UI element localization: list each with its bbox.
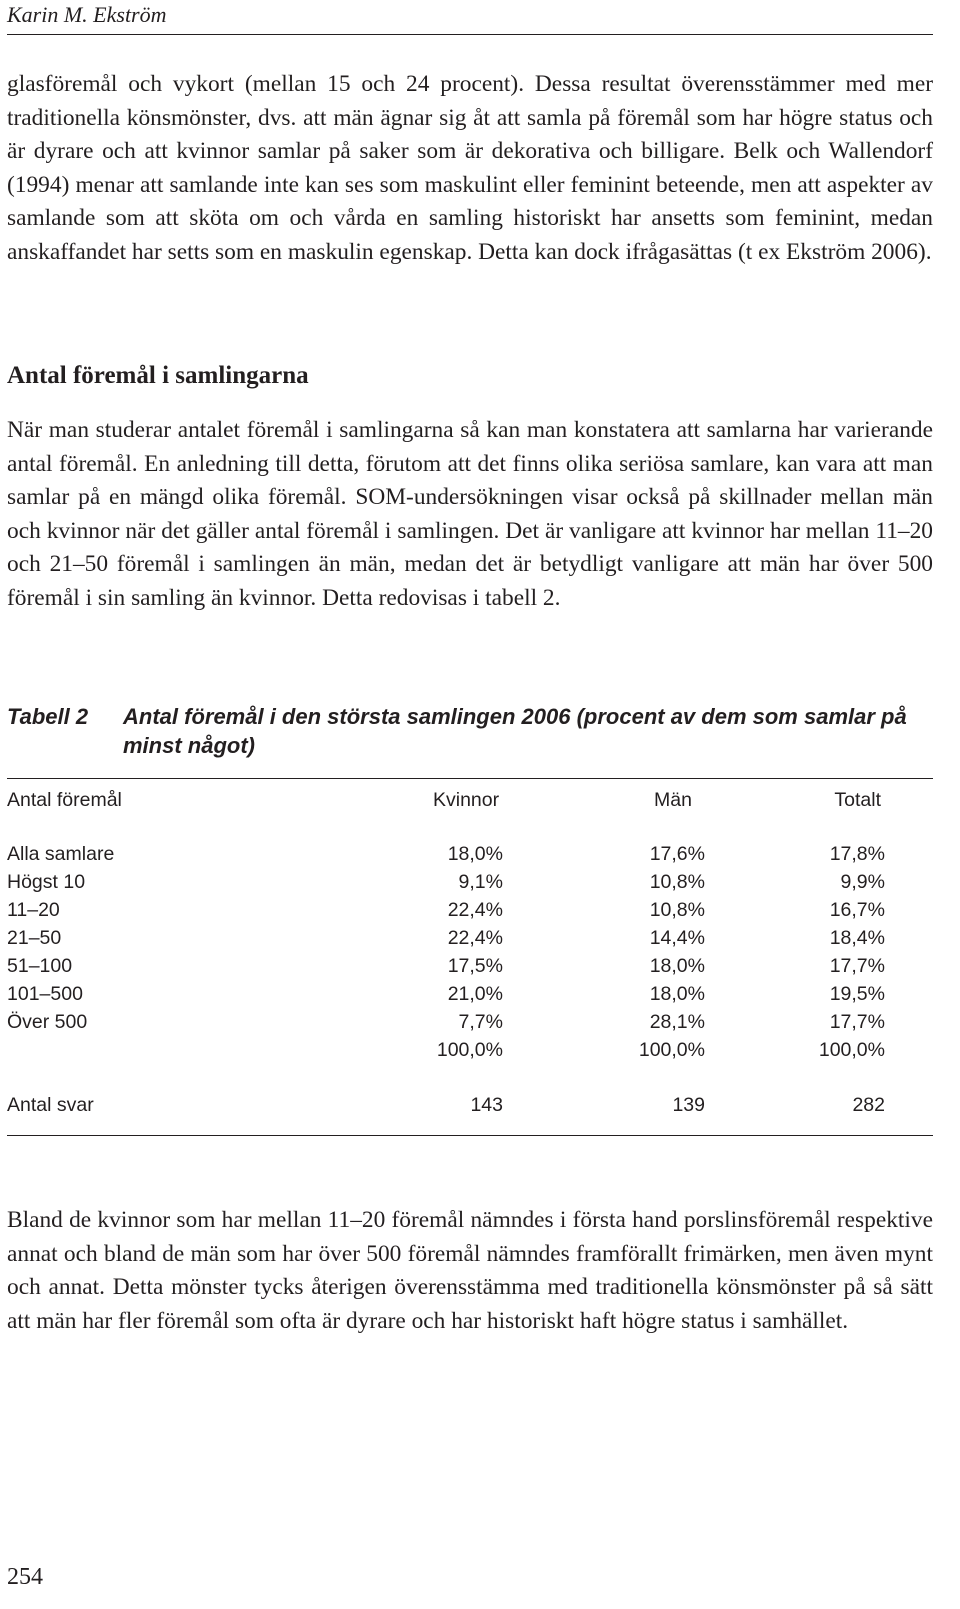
table-answers-row [7,1093,933,1117]
page-number: 254 [7,1564,43,1590]
row-label: 11–20 [7,899,60,921]
header-totalt: Totalt [834,789,881,811]
table-row [7,954,933,978]
cell-kvinnor: 17,5% [447,955,503,977]
running-head [7,0,933,35]
row-label: 101–500 [7,983,83,1005]
row-label: 21–50 [7,927,62,949]
cell-kvinnor: 22,4% [447,927,503,949]
table-total-row [7,1038,933,1062]
paragraph-3: Bland de kvinnor som har mellan 11–20 föremål nämndes i första hand porslinsföremål respektive annat och bland de män som har över 500 föremål nämndes framförallt frimärken, men även mynt och annat. Detta mönster tycks återigen överensstämma med traditionella könsmönster på så sätt att män har fler föremål som ofta är dyrare och har historiskt haft högre status i samhället. [7,1207,933,1334]
paragraph-2: När man studerar antalet föremål i samlingarna så kan man konstatera att samlarna har varierande antal föremål. En anledning till detta, förutom att det finns olika seriösa samlare, kan vara att man samlar på en mängd olika föremål. SOM-undersökningen visar också på skillnader mellan män och kvinnor när det gäller antal föremål i samlingen. Det är vanligare att kvinnor har mellan 11–20 och 21–50 föremål i samlingen än män, medan det är betydligt vanligare att män har över 500 föremål i sin samling än kvinnor. Detta redovisas i tabell 2. [7,417,933,611]
table-row [7,982,933,1006]
table-row [7,1010,933,1034]
table-header-row [7,788,933,812]
table-row [7,870,933,894]
cell-totalt: 9,9% [840,871,885,893]
section-heading: Antal föremål i samlingarna [7,362,309,389]
cell-totalt: 17,7% [829,1011,885,1033]
cell-totalt: 19,5% [829,983,885,1005]
row-label: Alla samlare [7,843,115,865]
cell-man: 18,0% [649,955,705,977]
cell-totalt: 17,7% [829,955,885,977]
paragraph-1: glasföremål och vykort (mellan 15 och 24 procent). Dessa resultat överensstämmer med mer traditionella könsmönster, dvs. att män ägnar sig åt att samla på föremål som har högre status och är dyrare och att kvinnor samlar på saker som är dekorativa och billigare. Belk och Wallendorf (1994) menar att samlande inte kan ses som maskulint eller feminint beteende, men att aspekter av samlande som att sköta om och vårda en samling historiskt har ansetts som feminint, medan anskaffandet har setts som en maskulin egenskap. Detta kan dock ifrågasättas (t ex Ekström 2006). [7,71,933,265]
cell-man: 18,0% [649,983,705,1005]
row-label: 51–100 [7,955,73,977]
cell-totalt: 100,0% [818,1039,885,1061]
row-label: Över 500 [7,1011,88,1033]
cell-totalt: 16,7% [829,899,885,921]
cell-man: 100,0% [638,1039,705,1061]
cell-kvinnor: 7,7% [458,1011,503,1033]
header-kvinnor: Kvinnor [433,789,500,811]
cell-kvinnor: 21,0% [447,983,503,1005]
cell-man: 10,8% [649,899,705,921]
table-label: Tabell 2 [7,704,89,729]
cell-totalt: 18,4% [829,927,885,949]
cell-totalt: 17,8% [829,843,885,865]
cell-man: 14,4% [649,927,705,949]
table-row [7,926,933,950]
table-row [7,898,933,922]
answers-man: 139 [672,1094,705,1116]
cell-kvinnor: 22,4% [447,899,503,921]
cell-man: 28,1% [649,1011,705,1033]
table-bottom-rule [7,1135,933,1136]
row-label: Högst 10 [7,871,86,893]
table-caption-text: Antal föremål i den största samlingen 2006 (procent av dem som samlar på minst något) [123,704,907,758]
cell-man: 17,6% [649,843,705,865]
author-name: Karin M. Ekström [7,2,167,27]
answers-label: Antal svar [7,1094,94,1116]
header-antal-foremal: Antal föremål [7,789,122,811]
cell-man: 10,8% [649,871,705,893]
table-row [7,842,933,866]
cell-kvinnor: 100,0% [436,1039,503,1061]
header-man: Män [654,789,692,811]
table-top-rule [7,778,933,779]
answers-kvinnor: 143 [470,1094,503,1116]
answers-totalt: 282 [852,1094,885,1116]
cell-kvinnor: 18,0% [447,843,503,865]
cell-kvinnor: 9,1% [458,871,503,893]
